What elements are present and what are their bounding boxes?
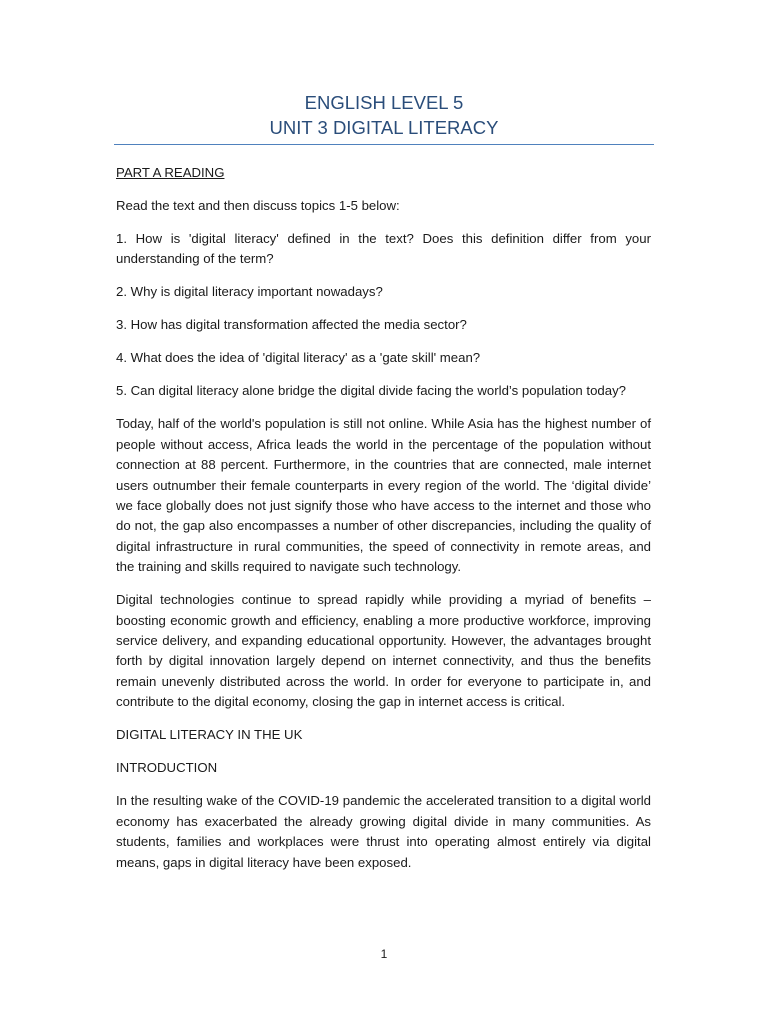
question-1: 1. How is 'digital literacy' defined in the text? Does this definition differ from your understanding of the term? [116,231,651,267]
question-2: 2. Why is digital literacy important nowadays? [116,284,383,300]
body-paragraph-2: Digital technologies continue to spread rapidly while providing a myriad of benefits – boosting economic growth and efficiency, enabling a more productive workforce, improving service delivery, and expanding educational opportunity. However, the advantages brought forth by digital innovation largely depend on internet connectivity, and thus the benefits remain unevenly distributed across the world. In order for everyone to participate in, and contribute to the digital economy, closing the gap in internet access is critical. [116,592,651,710]
title-line-2: UNIT 3 DIGITAL LITERACY [269,117,499,138]
title-line-1: ENGLISH LEVEL 5 [304,92,464,113]
page-number: 1 [380,947,388,961]
body-paragraph-1: Today, half of the world's population is still not online. While Asia has the highest number of people without access, Africa leads the world in the percentage of the population without connection at 88 percent. Furthermore, in the countries that are connected, male internet users outnumber their female counterparts in every region of the world. The ‘digital divide’ we face globally does not just signify those who have access to the internet and those who do not, the gap also encompasses a number of other discrepancies, including the quality of digital infrastructure in rural communities, the speed of connectivity in remote areas, and the training and skills required to navigate such technology. [116,416,651,575]
instruction-text: Read the text and then discuss topics 1-5 below: [116,198,400,213]
section-heading: DIGITAL LITERACY IN THE UK [116,727,303,743]
title-divider [114,144,654,145]
question-5: 5. Can digital literacy alone bridge the digital divide facing the world’s population today? [116,383,626,399]
question-3: 3. How has digital transformation affected the media sector? [116,317,467,333]
subsection-heading: INTRODUCTION [116,760,218,776]
question-4: 4. What does the idea of 'digital literacy' as a 'gate skill' mean? [116,350,481,366]
document-body [116,163,651,886]
intro-paragraph: In the resulting wake of the COVID-19 pandemic the accelerated transition to a digital world economy has exacerbated the already growing digital divide in many communities. As students, families and workplaces were thrust into operating almost entirely via digital means, gaps in digital literacy have been exposed. [116,793,651,870]
document-title [114,90,654,140]
part-heading: PART A READING [116,165,225,180]
